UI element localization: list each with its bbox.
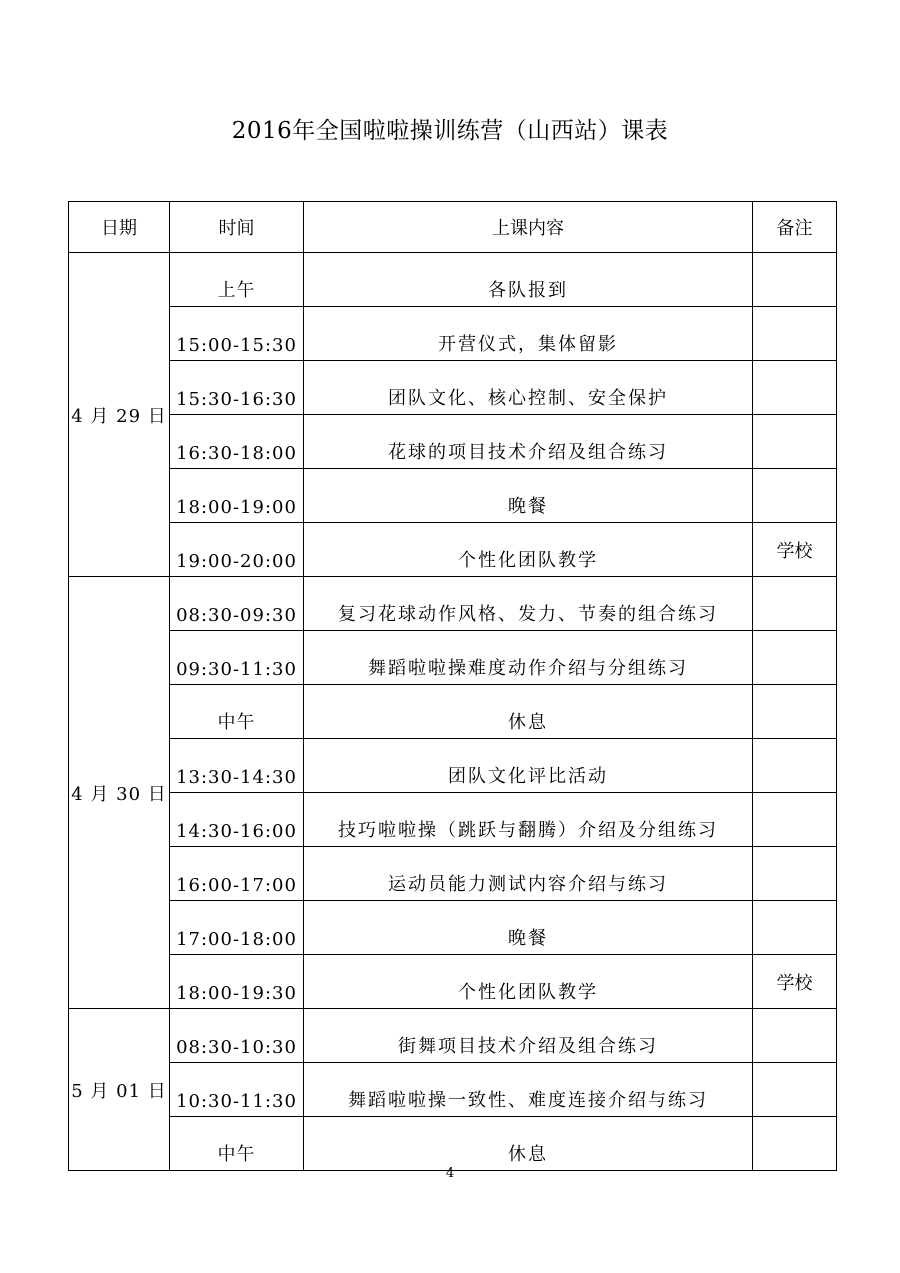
table-row	[69, 307, 837, 361]
table-header-row	[69, 202, 837, 253]
note-cell	[753, 901, 837, 955]
content-cell: 个性化团队教学	[304, 523, 753, 577]
table-row	[69, 253, 837, 307]
time-cell: 17:00-18:00	[170, 901, 304, 955]
time-cell: 08:30-10:30	[170, 1009, 304, 1063]
note-cell	[753, 631, 837, 685]
content-cell: 休息	[304, 685, 753, 739]
time-cell: 16:00-17:00	[170, 847, 304, 901]
table-row	[69, 739, 837, 793]
note-cell	[753, 361, 837, 415]
header-note: 备注	[753, 202, 837, 253]
date-cell: 5 月 01 日	[69, 1009, 170, 1171]
table-row	[69, 577, 837, 631]
table-row	[69, 1063, 837, 1117]
time-cell: 中午	[170, 685, 304, 739]
table-row	[69, 361, 837, 415]
time-cell: 15:00-15:30	[170, 307, 304, 361]
schedule-table	[68, 201, 837, 1171]
table-row	[69, 469, 837, 523]
note-cell	[753, 793, 837, 847]
content-cell: 复习花球动作风格、发力、节奏的组合练习	[304, 577, 753, 631]
time-cell: 10:30-11:30	[170, 1063, 304, 1117]
content-cell: 团队文化、核心控制、安全保护	[304, 361, 753, 415]
time-cell: 14:30-16:00	[170, 793, 304, 847]
content-cell: 技巧啦啦操（跳跃与翻腾）介绍及分组练习	[304, 793, 753, 847]
table-row	[69, 847, 837, 901]
content-cell: 开营仪式，集体留影	[304, 307, 753, 361]
content-cell: 晚餐	[304, 469, 753, 523]
note-cell: 学校	[753, 523, 837, 577]
time-cell: 上午	[170, 253, 304, 307]
note-cell	[753, 1063, 837, 1117]
content-cell: 舞蹈啦啦操一致性、难度连接介绍与练习	[304, 1063, 753, 1117]
time-cell: 18:00-19:00	[170, 469, 304, 523]
note-cell	[753, 847, 837, 901]
table-row	[69, 955, 837, 1009]
content-cell: 花球的项目技术介绍及组合练习	[304, 415, 753, 469]
content-cell: 舞蹈啦啦操难度动作介绍与分组练习	[304, 631, 753, 685]
time-cell: 08:30-09:30	[170, 577, 304, 631]
content-cell: 团队文化评比活动	[304, 739, 753, 793]
content-cell: 各队报到	[304, 253, 753, 307]
note-cell	[753, 415, 837, 469]
note-cell	[753, 1009, 837, 1063]
content-cell: 运动员能力测试内容介绍与练习	[304, 847, 753, 901]
page-number: 4	[445, 1166, 455, 1181]
content-cell: 晚餐	[304, 901, 753, 955]
time-cell: 19:00-20:00	[170, 523, 304, 577]
content-cell: 休息	[304, 1117, 753, 1171]
table-row	[69, 1009, 837, 1063]
note-cell: 学校	[753, 955, 837, 1009]
content-cell: 个性化团队教学	[304, 955, 753, 1009]
time-cell: 16:30-18:00	[170, 415, 304, 469]
page-title: 2016年全国啦啦操训练营（山西站）课表	[231, 118, 669, 144]
note-cell	[753, 307, 837, 361]
note-cell	[753, 253, 837, 307]
header-date: 日期	[69, 202, 170, 253]
time-cell: 中午	[170, 1117, 304, 1171]
table-row	[69, 631, 837, 685]
table-row	[69, 415, 837, 469]
table-row	[69, 793, 837, 847]
note-cell	[753, 685, 837, 739]
note-cell	[753, 577, 837, 631]
date-cell: 4 月 29 日	[69, 253, 170, 577]
time-cell: 09:30-11:30	[170, 631, 304, 685]
time-cell: 18:00-19:30	[170, 955, 304, 1009]
date-cell: 4 月 30 日	[69, 577, 170, 1009]
content-cell: 街舞项目技术介绍及组合练习	[304, 1009, 753, 1063]
note-cell	[753, 739, 837, 793]
time-cell: 15:30-16:30	[170, 361, 304, 415]
table-row	[69, 901, 837, 955]
table-row	[69, 685, 837, 739]
note-cell	[753, 469, 837, 523]
header-time: 时间	[170, 202, 304, 253]
note-cell	[753, 1117, 837, 1171]
table-row	[69, 523, 837, 577]
time-cell: 13:30-14:30	[170, 739, 304, 793]
table-row	[69, 1117, 837, 1171]
header-content: 上课内容	[304, 202, 753, 253]
